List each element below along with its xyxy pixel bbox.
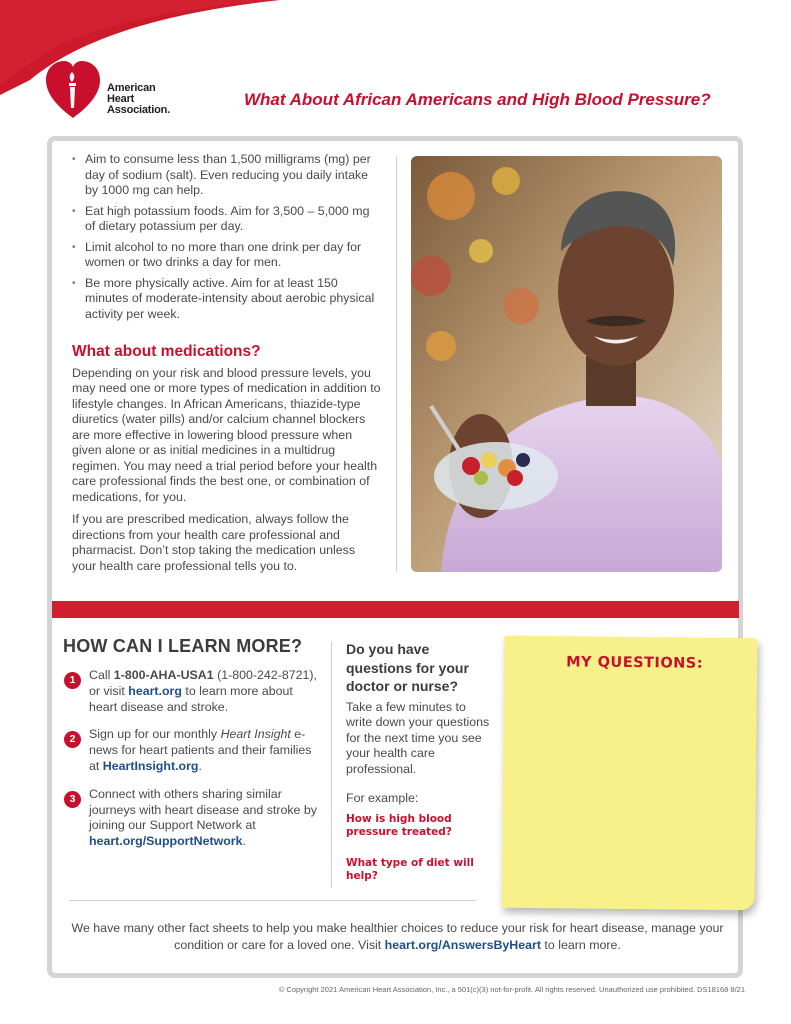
questions-body: Take a few minutes to write down your questions for the next time you see your health care professional. <box>346 699 490 776</box>
heart-org-link[interactable]: heart.org <box>128 683 182 698</box>
footer-note: We have many other fact sheets to help you make healthier choices to reduce your risk for heart disease, manage your condition or care for a loved one. Visit heart.org/AnswersByHeart to learn more. <box>71 921 724 952</box>
support-network-link[interactable]: heart.org/SupportNetwork <box>89 834 243 849</box>
list-item: 3 Connect with others sharing similar journeys with heart disease and stroke by joining our Support Network at heart.org/SupportNetwork. <box>64 787 319 850</box>
number-badge: 2 <box>64 731 81 748</box>
learn-more-heading: HOW CAN I LEARN MORE? <box>63 636 303 656</box>
number-badge: 3 <box>64 791 81 808</box>
horizontal-divider <box>70 900 476 901</box>
red-divider-band <box>52 601 739 618</box>
questions-prompt <box>346 640 492 883</box>
medications-paragraph: Depending on your risk and blood pressure levels, you may need one or more types of medication in addition to lifestyle changes. In African Americans, thiazide-type diuretics (water pills) and/or calcium channel blockers are more effective in lowering blood pressure when given alone or as initial medicines in a multidrug regimen. You may need a trial period before your health care professional finds the best one, or combination of medications, for you. <box>72 365 381 504</box>
example-question: What type of diet will help? <box>346 856 474 882</box>
my-questions-title: MY QUESTIONS: <box>566 654 704 672</box>
number-badge: 1 <box>64 672 81 689</box>
list-item: 1 Call 1-800-AHA-USA1 (1-800-242-8721), or visit heart.org to learn more about heart disease and stroke. <box>64 668 319 715</box>
list-item: • Limit alcohol to no more than one drink per day for women or two drinks a day for men. <box>69 240 381 271</box>
list-item: • Be more physically active. Aim for at least 150 minutes of moderate-intensity about aerobic physical activity per week. <box>69 276 381 323</box>
example-label: For example: <box>346 791 419 805</box>
phone-number: 1-800-AHA-USA1 <box>113 668 214 682</box>
medications-heading: What about medications? <box>72 343 261 360</box>
column-divider <box>396 156 397 572</box>
heart-torch-icon <box>44 56 102 122</box>
document-title: What About African Americans and High Blood Pressure? <box>244 90 711 109</box>
copyright-notice: © Copyright 2021 American Heart Association, Inc., a 501(c)(3) not-for-profit. All rights reserved. Unauthorized use prohibited. DS18168 8/21 <box>278 985 745 994</box>
heart-insight-link[interactable]: HeartInsight.org <box>102 758 199 773</box>
section-divider <box>331 642 332 888</box>
answers-by-heart-link[interactable]: heart.org/AnswersByHeart <box>384 938 541 952</box>
sticky-note <box>502 636 758 911</box>
questions-heading: Do you have questions for your doctor or nurse? <box>346 641 469 694</box>
logo-wordmark: American Heart Association. <box>107 82 171 116</box>
tips-list <box>69 152 381 322</box>
aha-logo <box>44 56 184 126</box>
man-eating-fruit-photo <box>411 156 722 572</box>
list-item: • Eat high potassium foods. Aim for 3,500 – 5,000 mg of dietary potassium per day. <box>69 204 381 235</box>
medications-paragraph: If you are prescribed medication, always follow the directions from your health care professional and pharmacist. Don’t stop taking the medication unless your health care professional tells you to. <box>72 512 356 573</box>
learn-more-list <box>64 668 319 862</box>
left-column <box>69 152 381 581</box>
list-item: • Aim to consume less than 1,500 milligrams (mg) per day of sodium (salt). Even reducing you daily intake by 1000 mg can help. <box>69 152 381 199</box>
list-item: 2 Sign up for our monthly Heart Insight e-news for heart patients and their families at HeartInsight.org. <box>64 727 319 774</box>
example-question: How is high blood pressure treated? <box>346 812 452 838</box>
